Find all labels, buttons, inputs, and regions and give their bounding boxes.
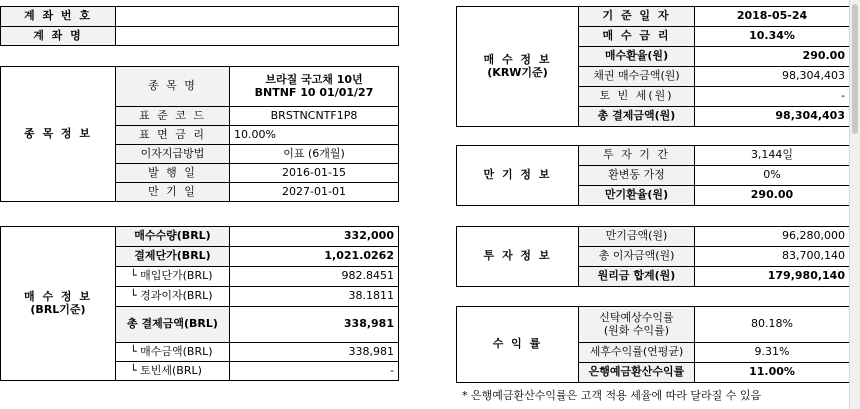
fx-change-cell[interactable]: 0% (695, 166, 850, 186)
buy-rate-label: 매 수 금 리 (579, 27, 695, 47)
product-table (0, 66, 399, 202)
tobin-tax-brl-label: └ 토빈세(BRL) (116, 362, 230, 381)
buy-qty-label: 매수수량(BRL) (116, 227, 230, 247)
product-code-cell[interactable]: BRSTNCNTF1P8 (230, 107, 399, 126)
accrued-interest-label: └ 경과이자(BRL) (116, 287, 230, 307)
maturity-fx-label: 만기환율(원) (579, 186, 695, 206)
bond-buy-amount-label: 채권 매수금액(원) (579, 67, 695, 87)
settle-price-label: 결제단가(BRL) (116, 247, 230, 267)
product-section-label: 종 목 정 보 (1, 67, 116, 202)
trust-return-cell[interactable]: 80.18% (695, 307, 850, 343)
principal-interest-sum-label: 원리금 합계(원) (579, 267, 695, 287)
interest-method-label: 이자지급방법 (116, 145, 230, 164)
trust-return-label (579, 307, 695, 343)
total-interest-cell[interactable]: 83,700,140 (695, 247, 850, 267)
maturity-amount-cell[interactable]: 96,280,000 (695, 227, 850, 247)
footnote: * 은행예금환산수익률은 고객 적용 세율에 따라 달라질 수 있음 (462, 389, 762, 402)
buy-rate-cell[interactable]: 10.34% (695, 27, 850, 47)
trust-return-label-line1: 신탁예상수익률 (599, 310, 674, 324)
purchase-brl-table (0, 226, 399, 381)
coupon-rate-label: 표 면 금 리 (116, 126, 230, 145)
issue-date-label: 발 행 일 (116, 164, 230, 183)
total-settle-brl-label: 총 결제금액(BRL) (116, 307, 230, 343)
vertical-scrollbar[interactable] (849, 0, 860, 409)
tobin-tax-krw-cell[interactable]: - (695, 87, 850, 107)
returns-section-label: 수 익 률 (457, 307, 579, 383)
issue-date-cell[interactable]: 2016-01-15 (230, 164, 399, 183)
investment-table (456, 226, 850, 287)
maturity-amount-label: 만기금액(원) (579, 227, 695, 247)
tobin-tax-krw-label: 토 빈 세(원) (579, 87, 695, 107)
product-name-cell[interactable] (230, 67, 399, 107)
principal-interest-sum-cell[interactable]: 179,980,140 (695, 267, 850, 287)
maturity-date-label: 만 기 일 (116, 183, 230, 202)
account-number-cell[interactable] (116, 7, 399, 27)
purchase-krw-section-line2: (KRW기준) (487, 65, 548, 79)
purchase-brl-section-line2: (BRL기준) (30, 302, 86, 316)
maturity-table (456, 145, 850, 206)
base-date-label: 기 준 일 자 (579, 7, 695, 27)
tobin-tax-brl-cell[interactable]: - (230, 362, 399, 381)
purchase-brl-section-line1: 매 수 정 보 (24, 289, 92, 303)
investment-section-label: 투 자 정 보 (457, 227, 579, 287)
bank-equiv-return-label: 은행예금환산수익률 (579, 363, 695, 383)
coupon-rate-cell[interactable]: 10.00% (230, 126, 399, 145)
invest-period-cell[interactable]: 3,144일 (695, 146, 850, 166)
buy-qty-cell[interactable]: 332,000 (230, 227, 399, 247)
total-interest-label: 총 이자금액(원) (579, 247, 695, 267)
buy-amount-brl-cell[interactable]: 338,981 (230, 343, 399, 362)
maturity-section-label: 만 기 정 보 (457, 146, 579, 206)
accrued-interest-cell[interactable]: 38.1811 (230, 287, 399, 307)
after-tax-return-cell[interactable]: 9.31% (695, 343, 850, 363)
product-code-label: 표 준 코 드 (116, 107, 230, 126)
maturity-date-cell[interactable]: 2027-01-01 (230, 183, 399, 202)
purchase-krw-section-label (457, 7, 579, 127)
buy-fx-rate-cell[interactable]: 290.00 (695, 47, 850, 67)
base-date-cell[interactable]: 2018-05-24 (695, 7, 850, 27)
product-name-label: 종 목 명 (116, 67, 230, 107)
buy-unit-price-cell[interactable]: 982.8451 (230, 267, 399, 287)
account-table (0, 6, 399, 46)
after-tax-return-label: 세후수익률(연평균) (579, 343, 695, 363)
total-settle-krw-cell[interactable]: 98,304,403 (695, 107, 850, 127)
bank-equiv-return-cell[interactable]: 11.00% (695, 363, 850, 383)
trust-return-label-line2: (원화 수익률) (603, 323, 670, 337)
total-settle-krw-label: 총 결제금액(원) (579, 107, 695, 127)
account-name-cell[interactable] (116, 27, 399, 46)
buy-fx-rate-label: 매수환율(원) (579, 47, 695, 67)
maturity-fx-cell[interactable]: 290.00 (695, 186, 850, 206)
product-name-line1: 브라질 국고채 10년 (265, 72, 363, 86)
purchase-krw-section-line1: 매 수 정 보 (483, 52, 552, 66)
settle-price-cell[interactable]: 1,021.0262 (230, 247, 399, 267)
interest-method-cell[interactable]: 이표 (6개월) (230, 145, 399, 164)
purchase-krw-table (456, 6, 850, 127)
account-name-label: 계 좌 명 (1, 27, 116, 46)
scrollbar-thumb[interactable] (852, 4, 858, 134)
buy-amount-brl-label: └ 매수금액(BRL) (116, 343, 230, 362)
bond-buy-amount-cell[interactable]: 98,304,403 (695, 67, 850, 87)
invest-period-label: 투 자 기 간 (579, 146, 695, 166)
purchase-brl-section-label (1, 227, 116, 381)
buy-unit-price-label: └ 매입단가(BRL) (116, 267, 230, 287)
returns-table (456, 306, 850, 383)
account-number-label: 계 좌 번 호 (1, 7, 116, 27)
fx-change-label: 환변동 가정 (579, 166, 695, 186)
total-settle-brl-cell[interactable]: 338,981 (230, 307, 399, 343)
product-name-line2: BNTNF 10 01/01/27 (254, 85, 374, 99)
